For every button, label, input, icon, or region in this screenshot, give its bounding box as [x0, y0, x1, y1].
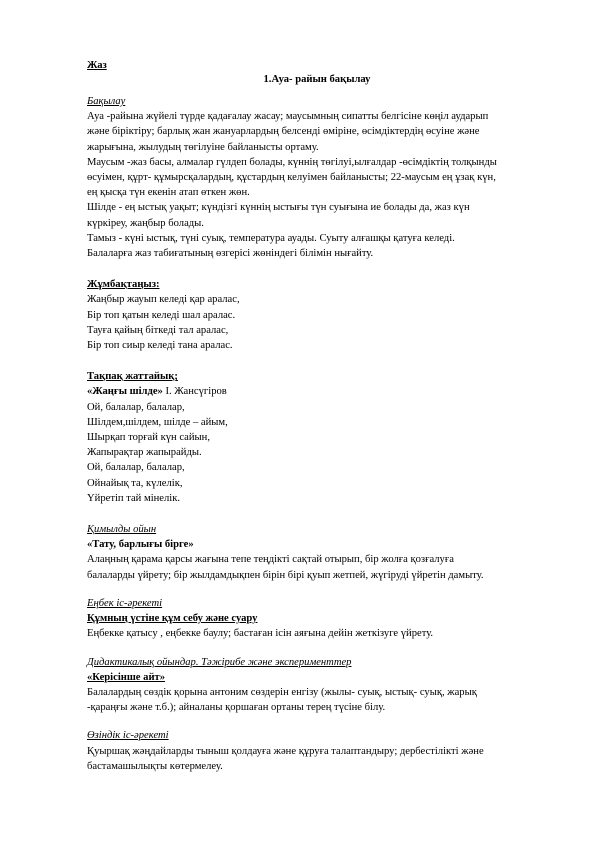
riddle-heading: Жұмбақтаңыз:	[87, 279, 160, 291]
observation-text	[87, 109, 507, 261]
poem-line: Жапырақтар жапырайды.	[87, 447, 202, 459]
game-line: балаларды үйрету; бір жылдамдықпен бірін бірі қуып жетпей, жүгіруді үйретін дамыту.	[87, 569, 484, 581]
riddle-line: Тауға қайың біткеді тал аралас,	[87, 324, 229, 336]
labor-name: Құмның үстіне құм себу және суару	[87, 613, 258, 625]
observation-line: Маусым -жаз басы, алмалар гүлдеп болады, күннің төгілуі,ылғалдар -өсімдіктің толқынды	[87, 156, 497, 168]
observation-line: Тамыз - күні ыстық, түні суық, температура ауады. Суыту алғашқы қатуға келеді.	[87, 232, 455, 244]
labor-line: Еңбекке қатысу , еңбекке баулу; бастаған ісін аяғына дейін жеткізуге үйрету.	[87, 628, 434, 640]
poem-line: Шырқап торғай күн сайын,	[87, 432, 210, 444]
poem-title-line	[87, 384, 507, 399]
game-name: «Тату, барлығы бірге»	[87, 539, 194, 551]
poem-line: Ойнайық та, күлелік,	[87, 477, 183, 489]
labor-heading: Еңбек іс-әрекеті	[87, 597, 163, 609]
poem-title: «Жаңғы шілде»	[87, 386, 163, 398]
observation-line: жарығына, жылудың төгілуіне байланысты ортаму.	[87, 141, 319, 153]
observation-line: күркіреу, жаңбыр болады.	[87, 217, 204, 229]
observation-line: Ауа -райына жүйелі түрде қадағалау жасау; маусымның сипатты белгісіне көңіл аударып	[87, 111, 489, 123]
riddle-line: Бір топ сиыр келеді тана аралас.	[87, 340, 233, 352]
observation-line: ең қысқа түн екенін атап өткен жөн.	[87, 187, 250, 199]
didactic-line: -қараңғы және т.б.); айналаны қоршаған ортаны терең түсіне білу.	[87, 702, 386, 714]
game-heading: Қимылды ойын	[87, 524, 157, 536]
page-title: 1.Ауа- райын бақылау	[263, 74, 371, 85]
poem-line: Ой, балалар, балалар,	[87, 401, 185, 413]
riddle-line: Жаңбыр жауып келеді қар аралас,	[87, 294, 240, 306]
independent-line: Қуыршақ жәңдайларды тыныш қолдауға және құруға талаптандыру; дербестілікті және	[87, 745, 484, 757]
riddle-line: Бір топ қатын келеді шал аралас.	[87, 309, 236, 321]
observation-line: өсуімен, құрт- құмырсқалардың, құстардың келуімен байланысты; 22-маусым ең ұзақ күн,	[87, 172, 496, 184]
observation-heading: Бақылау	[87, 96, 126, 107]
poem-line: Үйретіп тай мінелік.	[87, 492, 181, 504]
game-line: Алаңның қарама қарсы жағына тепе теңдікті сақтай отырып, бір жолға қозғалуға	[87, 554, 454, 566]
poem-heading: Тақпақ жаттайық;	[87, 371, 178, 383]
observation-line: Шілде - ең ыстық уақыт; күндізгі күннің ыстығы түн суығына ие болады да, жаз күн	[87, 202, 470, 214]
observation-line: және біріктіру; барлық жан жануарлардың белсенді өміріне, өсімдіктердің өсуіне және	[87, 126, 480, 138]
didactic-name: «Керісінше айт»	[87, 671, 166, 683]
independent-line: бастамашылықты көтермелеу.	[87, 760, 223, 772]
observation-line: Балаларға жаз табиғатының өзгерісі жөніндегі білімін нығайту.	[87, 248, 374, 260]
season-label: Жаз	[87, 60, 107, 71]
didactic-heading: Дидактикалық ойындар. Тәжірибе және эксперименттер	[87, 656, 352, 668]
didactic-line: Балалардың сөздік қорына антоним сөздерін енгізу (жылы- суық, ыстық- суық, жарық	[87, 686, 477, 698]
poem-line: Ой, балалар, балалар,	[87, 462, 185, 474]
independent-heading: Өзіндік іс-әрекеті	[87, 730, 169, 742]
poem-line: Шілдем,шілдем, шілде – айым,	[87, 416, 228, 428]
poem-author: І. Жансүгіров	[162, 386, 227, 398]
document-body	[87, 58, 507, 774]
